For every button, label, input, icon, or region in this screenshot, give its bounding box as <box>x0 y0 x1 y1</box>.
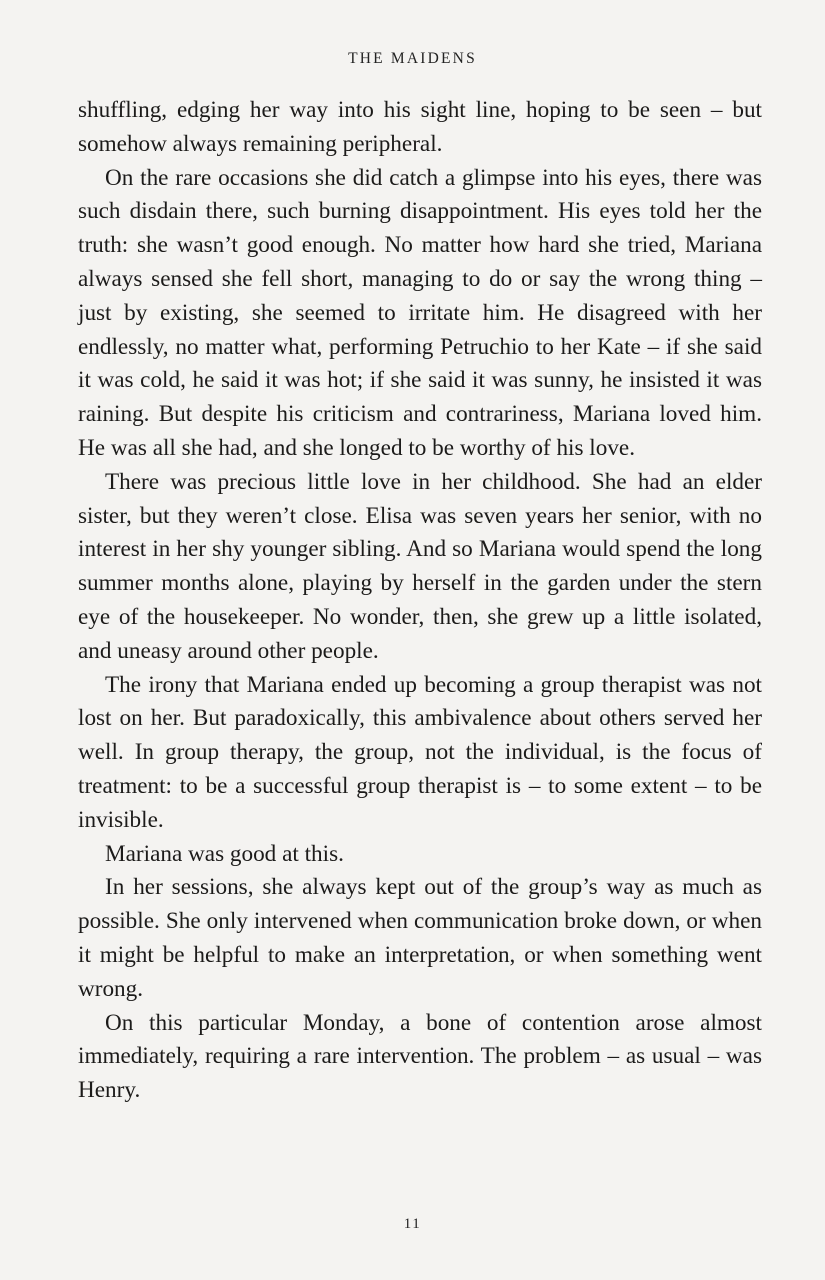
page-number: 11 <box>403 1216 422 1232</box>
paragraph-3: There was precious little love in her childhood. She had an elder sister, but they weren’t close. Elisa was seven years her senior, with no interest in her shy younger sibling. And so Mariana would spend the long summer months alone, playing by herself in the garden under the stern eye of the housekeeper. No wonder, then, she grew up a little isolated, and uneasy around other people. <box>78 468 762 664</box>
paragraph-4: The irony that Mariana ended up becoming a group therapist was not lost on her. But paradoxically, this ambivalence about others served her well. In group therapy, the group, not the individual, is the focus of treatment: to be a successful group therapist is – to some extent – to be invisible. <box>78 671 762 833</box>
paragraph-1: shuffling, edging her way into his sight line, hoping to be seen – but somehow always remaining peripheral. <box>78 97 762 157</box>
paragraph-5: Mariana was good at this. <box>105 840 344 867</box>
paragraph-7: On this particular Monday, a bone of contention arose almost immediately, requiring a rare intervention. The problem – as usual – was Henry. <box>78 1009 762 1104</box>
paragraph-2: On the rare occasions she did catch a glimpse into his eyes, there was such disdain there, such burning disappointment. His eyes told her the truth: she wasn’t good enough. No matter how hard she tried, Mariana always sensed she fell short, managing to do or say the wrong thing – just by existing, she seemed to irritate him. He disagreed with her endlessly, no matter what, performing Petruchio to her Kate – if she said it was cold, he said it was hot; if she said it was sunny, he insisted it was raining. But despite his criticism and contrariness, Mariana loved him. He was all she had, and she longed to be worthy of his love. <box>78 164 762 461</box>
paragraph-6: In her sessions, she always kept out of the group’s way as much as possible. She only intervened when communication broke down, or when it might be helpful to make an interpretation, or when something went wrong. <box>78 874 762 1002</box>
body-text <box>78 94 762 1108</box>
running-head: THE MAIDENS <box>348 50 477 67</box>
